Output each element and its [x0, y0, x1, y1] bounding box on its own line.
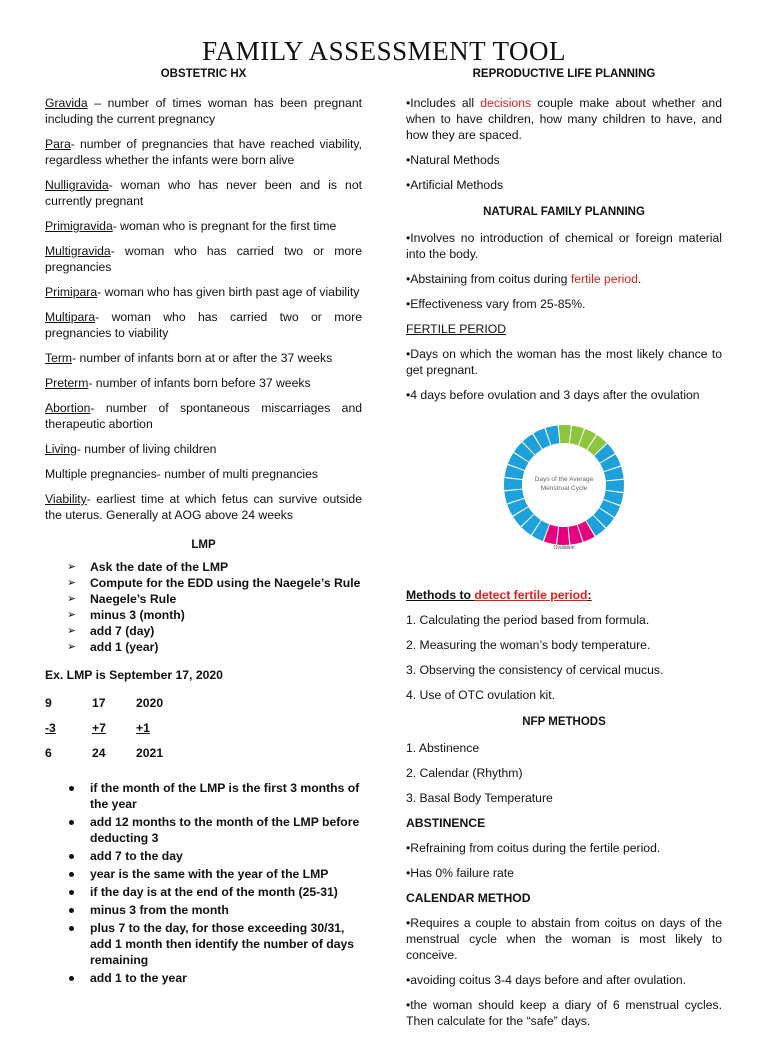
nfp-item: •Effectiveness vary from 25-85%. — [406, 297, 586, 311]
lmp-steps — [45, 559, 362, 655]
definition-item — [45, 136, 362, 168]
left-column — [45, 66, 362, 988]
calc-row — [45, 745, 196, 770]
definition-item — [45, 400, 362, 432]
cycle-day-segment — [557, 527, 569, 545]
calc-cell: 24 — [92, 746, 106, 760]
rule-item: add 7 to the day — [67, 848, 362, 864]
rule-item: add 12 months to the month of the LMP before deducting 3 — [67, 814, 362, 846]
lmp-example: Ex. LMP is September 17, 2020 — [45, 668, 223, 682]
calc-cell: 2021 — [136, 746, 164, 760]
lmp-heading: LMP — [191, 539, 216, 551]
intro-post: couple make about whether and when to have children, how many children to have, and how they are spaced. — [406, 96, 722, 142]
fertile-period-highlight: fertile period — [570, 272, 638, 286]
viability-item — [45, 491, 362, 523]
method-item: 4. Use of OTC ovulation kit. — [406, 688, 556, 702]
definition-term: Primigravida — [45, 219, 113, 233]
definition-term: Multipara — [45, 310, 96, 324]
intro-text — [406, 95, 722, 143]
method-item: 1. Calculating the period based from formula. — [406, 613, 650, 627]
cycle-center-label: Menstrual Cycle — [540, 485, 588, 492]
definition-item — [45, 95, 362, 127]
calc-cell: -3 — [45, 721, 56, 735]
definition-item — [45, 284, 362, 300]
definition-term: Abortion — [45, 401, 91, 415]
definition-text: - woman who is pregnant for the first time — [112, 219, 337, 233]
calc-row — [45, 695, 196, 720]
definition-item — [45, 375, 362, 391]
calc-cell: 6 — [45, 746, 52, 760]
definition-text: - number of infants born before 37 weeks — [88, 376, 311, 390]
method-item: 3. Observing the consistency of cervical mucus. — [406, 663, 664, 677]
calc-cell: 17 — [92, 696, 106, 710]
cycle-day-segment — [504, 478, 522, 490]
method-item: 2. Measuring the woman’s body temperature. — [406, 638, 651, 652]
abstinence-item: •Refraining from coitus during the fertile period. — [406, 841, 661, 855]
nfp-heading: NATURAL FAMILY PLANNING — [483, 206, 645, 218]
definition-text: - woman who has carried two or more pregnancies to viability — [45, 310, 362, 340]
cycle-day-segment — [559, 425, 571, 443]
nfp-item: •Involves no introduction of chemical or foreign material into the body. — [406, 231, 722, 261]
definition-item — [45, 350, 362, 366]
obstetric-heading: OBSTETRIC HX — [160, 68, 247, 80]
decisions-highlight: decisions — [480, 96, 532, 110]
definition-term: Gravida — [45, 96, 88, 110]
definition-item — [45, 441, 362, 457]
definition-term: Primipara — [45, 285, 98, 299]
fertile-period-heading: FERTILE PERIOD — [406, 322, 507, 336]
definition-item — [45, 243, 362, 275]
nfp-methods-heading: NFP METHODS — [522, 716, 606, 728]
viability-term: Viability — [45, 492, 87, 506]
viability-text: - earliest time at which fetus can survive outside the uterus. Generally at AOG above 24 weeks — [45, 492, 362, 522]
artificial-methods-item: •Artificial Methods — [406, 178, 504, 192]
lmp-rules — [45, 780, 362, 986]
definition-text: - number of pregnancies that have reached viability, regardless whether the infants were born alive — [45, 137, 362, 167]
right-column — [406, 66, 722, 1038]
definition-term: Nulligravida — [45, 178, 109, 192]
lmp-step: ➢ Naegele’s Rule — [67, 591, 362, 607]
definition-term: Multigravida — [45, 244, 111, 258]
definition-text: – number of times woman has been pregnant including the current pregnancy — [45, 96, 362, 126]
rule-item: year is the same with the year of the LMP — [67, 866, 362, 882]
naegele-calculation — [45, 695, 196, 770]
definition-item — [45, 177, 362, 209]
calc-cell: 2020 — [136, 696, 164, 710]
lmp-step: ➢ Ask the date of the LMP — [67, 559, 362, 575]
methods-heading — [406, 587, 722, 603]
calendar-heading: CALENDAR METHOD — [406, 891, 531, 905]
calendar-item: •the woman should keep a diary of 6 menstrual cycles. Then calculate for the “safe” days. — [406, 998, 722, 1028]
intro-pre: •Includes all — [406, 96, 481, 110]
menstrual-cycle-wheel — [406, 419, 722, 577]
rule-item: minus 3 from the month — [67, 902, 362, 918]
nfp-method-item: 1. Abstinence — [406, 741, 480, 755]
cycle-day-segment — [606, 480, 624, 492]
reproductive-heading: REPRODUCTIVE LIFE PLANNING — [472, 68, 656, 80]
definition-text: - number of living children — [76, 442, 217, 456]
calc-cell: +1 — [136, 721, 150, 735]
multiple-pregnancies-text: Multiple pregnancies- number of multi pregnancies — [45, 467, 319, 481]
definition-term: Preterm — [45, 376, 89, 390]
calc-row — [45, 720, 196, 745]
definitions-list — [45, 95, 362, 457]
calc-cell: +7 — [92, 721, 106, 735]
definition-text: - woman who has never been and is not currently pregnant — [45, 178, 362, 208]
page-title: FAMILY ASSESSMENT TOOL — [202, 36, 566, 66]
nfp-method-item: 2. Calendar (Rhythm) — [406, 766, 523, 780]
lmp-step: ➢ minus 3 (month) — [67, 607, 362, 623]
natural-methods-item: •Natural Methods — [406, 153, 500, 167]
methods-post: : — [587, 588, 592, 602]
nfp-item-post: . — [637, 272, 642, 286]
cycle-wheel-graphic — [474, 419, 654, 577]
rule-item: if the day is at the end of the month (25-31) — [67, 884, 362, 900]
definition-term: Para — [45, 137, 71, 151]
fertile-item: •Days on which the woman has the most likely chance to get pregnant. — [406, 347, 722, 377]
definition-text: - woman who has carried two or more pregnancies — [45, 244, 362, 274]
definition-text: - woman who has given birth past age of viability — [97, 285, 360, 299]
methods-pre: Methods to — [406, 588, 475, 602]
detect-fertile-highlight: detect fertile period — [474, 588, 588, 602]
definition-item — [45, 218, 362, 234]
rule-item: add 1 to the year — [67, 970, 362, 986]
definition-text: - number of spontaneous miscarriages and therapeutic abortion — [45, 401, 362, 431]
ovulation-label: Ovulation — [553, 545, 575, 551]
definition-item — [45, 309, 362, 341]
definition-term: Term — [45, 351, 73, 365]
calendar-item: •Requires a couple to abstain from coitus on days of the menstrual cycle when the woman is most likely to conceive. — [406, 916, 722, 962]
rule-item: if the month of the LMP is the first 3 months of the year — [67, 780, 362, 812]
nfp-item-pre: •Abstaining from coitus during — [406, 272, 571, 286]
nfp-item — [406, 271, 722, 287]
lmp-step: ➢ Compute for the EDD using the Naegele’s Rule — [67, 575, 362, 591]
calc-cell: 9 — [45, 696, 52, 710]
definition-text: - number of infants born at or after the 37 weeks — [72, 351, 333, 365]
calendar-item: •avoiding coitus 3-4 days before and after ovulation. — [406, 973, 687, 987]
lmp-step: ➢ add 1 (year) — [67, 639, 362, 655]
definition-term: Living — [45, 442, 77, 456]
lmp-step: ➢ add 7 (day) — [67, 623, 362, 639]
fertile-item: •4 days before ovulation and 3 days after the ovulation — [406, 388, 700, 402]
rule-item: plus 7 to the day, for those exceeding 30/31, add 1 month then identify the number of days remaining — [67, 920, 362, 968]
abstinence-heading: ABSTINENCE — [406, 816, 486, 830]
cycle-center-label: Days of the Average — [534, 476, 594, 483]
abstinence-item: •Has 0% failure rate — [406, 866, 514, 880]
nfp-method-item: 3. Basal Body Temperature — [406, 791, 553, 805]
